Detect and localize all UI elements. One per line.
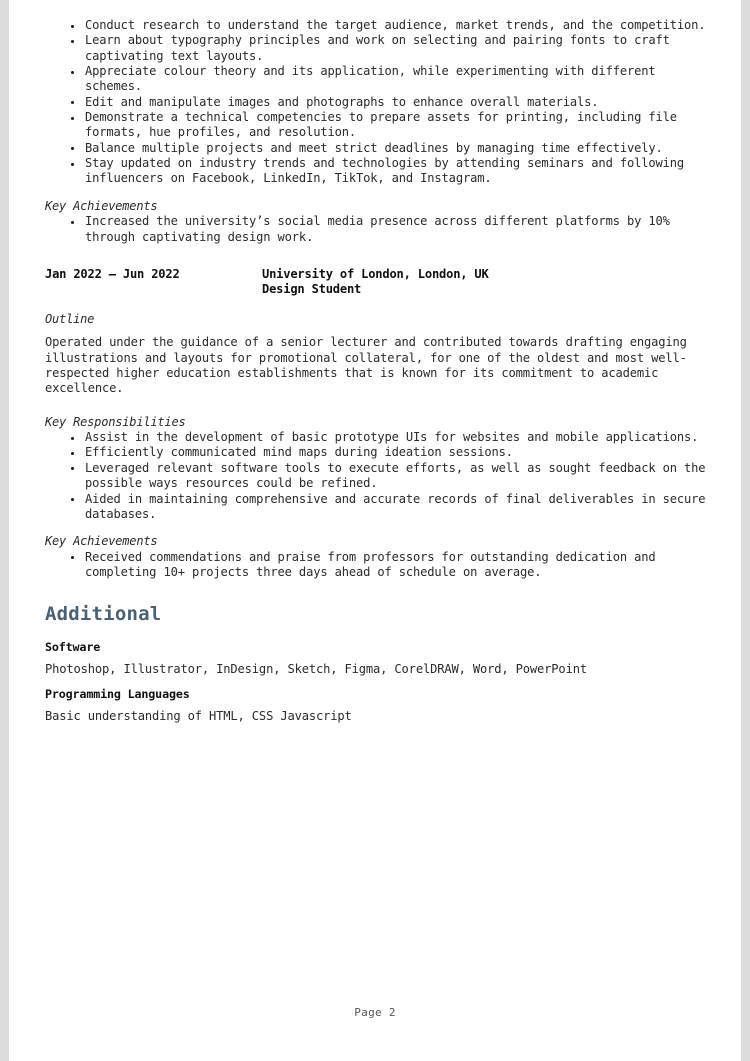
outline-label: Outline bbox=[45, 311, 95, 326]
section-heading-additional: Additional bbox=[45, 603, 162, 626]
resume-page bbox=[9, 0, 741, 1061]
spacer bbox=[45, 522, 710, 534]
list-item: Learn about typography principles and work on selecting and pairing fonts to craft captivating text layouts. bbox=[45, 33, 710, 64]
list-item: Stay updated on industry trends and technologies by attending seminars and following influencers on Facebook, LinkedIn, TikTok, and Instagram. bbox=[45, 156, 710, 187]
list-item: Aided in maintaining comprehensive and accurate records of final deliverables in secure databases. bbox=[45, 492, 710, 523]
key-responsibilities-label: Key Responsibilities bbox=[45, 414, 186, 429]
skill-group-value: Basic understanding of HTML, CSS Javascript bbox=[45, 708, 352, 723]
list-item: Efficiently communicated mind maps during ideation sessions. bbox=[45, 445, 710, 460]
key-achievements-label: Key Achievements bbox=[45, 198, 158, 213]
spacer bbox=[45, 626, 710, 640]
continued-responsibilities-list bbox=[45, 18, 710, 187]
entry-achievements-list bbox=[45, 550, 710, 581]
spacer bbox=[45, 397, 710, 415]
skill-group-value: Photoshop, Illustrator, InDesign, Sketch, Figma, CorelDRAW, Word, PowerPoint bbox=[45, 661, 587, 676]
list-item: Received commendations and praise from professors for outstanding dedication and completing 10+ projects three days ahead of schedule on average. bbox=[45, 550, 710, 581]
entry-role: Design Student bbox=[262, 282, 362, 297]
entry-dates: Jan 2022 – Jun 2022 bbox=[45, 266, 180, 281]
list-item: Leveraged relevant software tools to execute efforts, as well as sought feedback on the possible ways resources could be refined. bbox=[45, 461, 710, 492]
key-achievements-label: Key Achievements bbox=[45, 534, 158, 549]
list-item: Balance multiple projects and meet strict deadlines by managing time effectively. bbox=[45, 141, 710, 156]
experience-entry-header bbox=[45, 267, 710, 298]
outline-text: Operated under the guidance of a senior lecturer and contributed towards drafting engaging illustrations and layouts for promotional collateral, for one of the oldest and most well-respected higher education establishments that is known for its commitment to academic excellence. bbox=[45, 335, 687, 396]
list-item: Appreciate colour theory and its application, while experimenting with different schemes. bbox=[45, 64, 710, 95]
list-item: Increased the university’s social media presence across different platforms by 10% through captivating design work. bbox=[45, 214, 710, 245]
continued-achievements-list bbox=[45, 214, 710, 245]
skill-group-label: Software bbox=[45, 640, 101, 655]
entry-organisation-block bbox=[262, 267, 710, 298]
spacer bbox=[45, 327, 710, 335]
spacer bbox=[45, 580, 710, 602]
spacer bbox=[45, 187, 710, 199]
page-number-footer: Page 2 bbox=[354, 1006, 396, 1019]
list-item: Assist in the development of basic prototype UIs for websites and mobile applications. bbox=[45, 430, 710, 445]
spacer bbox=[45, 677, 710, 687]
list-item: Edit and manipulate images and photographs to enhance overall materials. bbox=[45, 95, 710, 110]
spacer bbox=[45, 298, 710, 312]
page-content bbox=[45, 18, 710, 724]
spacer bbox=[45, 245, 710, 267]
entry-organisation: University of London, London, UK bbox=[262, 266, 489, 281]
entry-responsibilities-list bbox=[45, 430, 710, 522]
list-item: Demonstrate a technical competencies to prepare assets for printing, including file formats, hue profiles, and resolution. bbox=[45, 110, 710, 141]
list-item: Conduct research to understand the target audience, market trends, and the competition. bbox=[45, 18, 710, 33]
skill-group-label: Programming Languages bbox=[45, 687, 190, 702]
